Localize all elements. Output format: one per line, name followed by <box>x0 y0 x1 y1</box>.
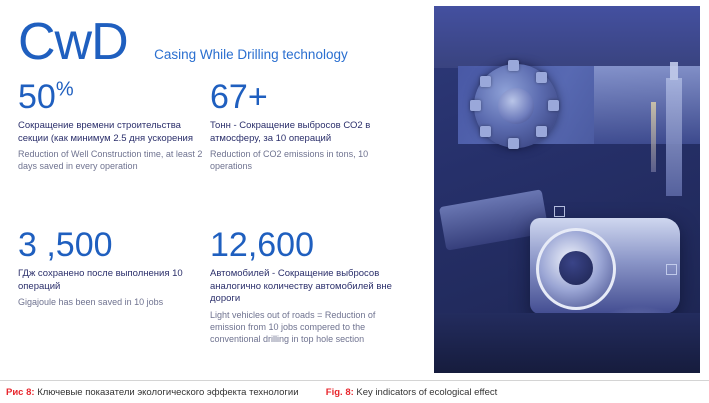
stat-text-en: Light vehicles out of roads = Reduction of emission from 10 jobs compered to the conventional drilling in top hole section <box>210 309 376 344</box>
stat-block <box>18 226 208 308</box>
stat-text-ru: Тонн - Сокращение выбросов СО2 в атмосферу, за 10 операций <box>210 120 371 144</box>
drilling-photo-collage <box>434 6 700 373</box>
stat-number <box>18 78 208 116</box>
cwd-logo: CwD <box>18 13 128 71</box>
drilling-derrick <box>666 78 682 196</box>
drill-cutter-head <box>474 64 558 148</box>
cutter-tooth <box>536 126 547 137</box>
flare-stack <box>651 102 656 172</box>
casing-ring <box>536 228 616 310</box>
cutter-tooth <box>548 100 559 111</box>
caption-text-ru: Ключевые показатели экологического эффекта технологии <box>37 387 299 398</box>
casing-shoe-assembly <box>530 218 680 314</box>
logo-row <box>18 14 418 76</box>
figure-caption <box>6 386 706 399</box>
photo-ground-band <box>434 313 700 373</box>
stat-text-en: Reduction of Well Construction time, at least 2 days saved in every operation <box>18 149 203 171</box>
cutter-tooth <box>508 60 519 71</box>
stat-number-suffix: % <box>55 78 74 101</box>
stat-text-en: Reduction of CO2 emissions in tons, 10 operations <box>210 149 369 171</box>
stat-block <box>18 78 208 172</box>
cutter-tooth <box>480 126 491 137</box>
stat-number <box>210 226 400 264</box>
stat-number-value: 50 <box>18 78 56 116</box>
cutter-tooth <box>536 72 547 83</box>
stat-number-value: 12,600 <box>210 226 314 264</box>
stat-text-ru: ГДж сохранено после выполнения 10 операций <box>18 268 183 292</box>
photo-sky-band <box>434 6 700 68</box>
photo-inset-band-right <box>594 66 700 144</box>
cutter-tooth <box>508 138 519 149</box>
stat-number <box>210 78 400 116</box>
caption-divider <box>0 380 709 381</box>
focus-marker-icon <box>666 264 677 275</box>
stat-block <box>210 226 400 345</box>
stat-number <box>18 226 208 264</box>
logo-tagline: Casing While Drilling technology <box>154 47 348 62</box>
focus-marker-icon <box>554 206 565 217</box>
caption-text-en: Key indicators of ecological effect <box>356 387 498 398</box>
stat-text-ru: Сокращение времени строительства секции (как минимум 2.5 дня ускорения <box>18 120 193 144</box>
stat-text-en: Gigajoule has been saved in 10 jobs <box>18 297 164 307</box>
stat-number-value: 67+ <box>210 78 268 116</box>
stat-block <box>210 78 400 172</box>
stat-number-value: 3 ,500 <box>18 226 113 264</box>
cutter-tooth <box>480 76 491 87</box>
top-rule <box>0 0 709 5</box>
left-content-column <box>0 6 430 376</box>
caption-label-en: Fig. 8: <box>325 387 354 398</box>
stat-text-ru: Автомобилей - Сокращение выбросов аналогично количеству автомобилей вне дороги <box>210 268 392 304</box>
caption-label-ru: Рис 8: <box>6 387 35 398</box>
cutter-tooth <box>470 100 481 111</box>
